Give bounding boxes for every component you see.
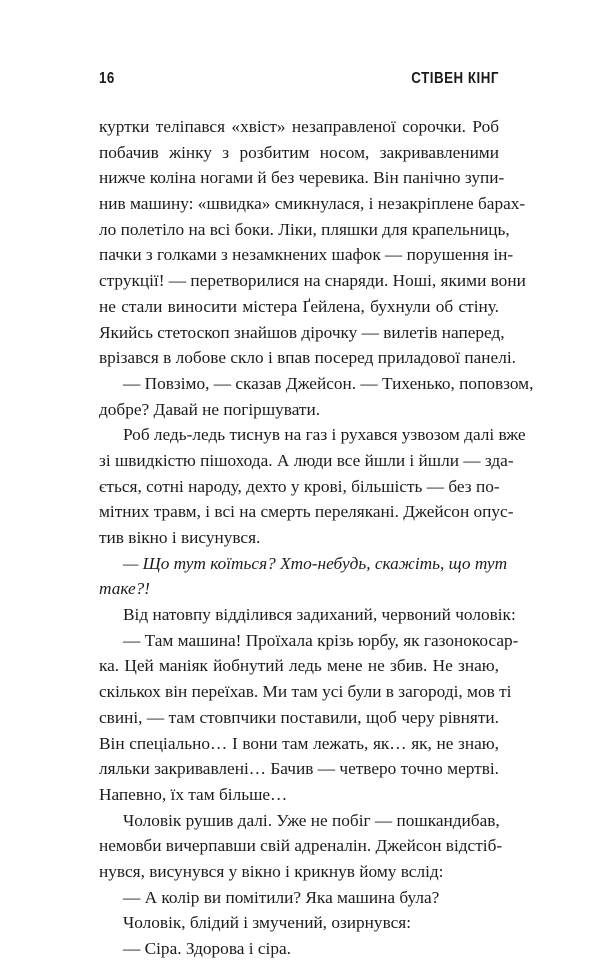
dialogue-line: — Повзімо, — сказав Джейсон. — Тихенько, поповзом, (123, 373, 534, 393)
paragraph-start-line: Чоловік, блідий і змучений, озирнувся: (123, 913, 412, 933)
dialogue-line: — А колір ви помітили? Яка машина була? (123, 887, 440, 907)
text-line: скількох він переїхав. Ми там усі були в загороді, мов ті (99, 682, 512, 702)
text-line: пачки з голками з незамкнених шафок — порушення ін- (99, 245, 514, 265)
text-line: врізався в лобове скло і впав посеред приладової панелі. (99, 348, 516, 368)
dialogue-line: — Сіра. Здорова і сіра. (123, 939, 291, 958)
dialogue-line-italic: — Що тут коїться? Хто-небудь, скажіть, що тут (123, 553, 508, 573)
text-line: не стали виносити містера Ґейлена, бухнули об стіну. (99, 296, 499, 316)
text-line: Він спеціально… І вони там лежать, як… як, не знаю, (99, 733, 499, 753)
text-line: нувся, висунувся у вікно і крикнув йому вслід: (99, 861, 444, 881)
paragraph-start-line: Чоловік рушив далі. Уже не побіг — пошкандибав, (123, 810, 500, 830)
text-line: ляльки закривавлені… Бачив — четверо точно мертві. (99, 759, 499, 779)
text-line: ло полетіло на всі боки. Ліки, пляшки для крапельниць, (99, 219, 510, 239)
running-head-author: СТІВЕН КІНГ (411, 70, 499, 87)
text-line: тив вікно і висунувся. (99, 528, 261, 547)
page-number: 16 (99, 70, 115, 87)
paragraph-start-line: Роб ледь-ледь тиснув на газ і рухався узвозом далі вже (123, 425, 526, 445)
text-line: зі швидкістю пішохода. А люди все йшли і йшли — зда- (99, 450, 514, 470)
paragraph-start-line: Від натовпу відділився задиханий, червоний чоловік: (123, 605, 516, 625)
text-line: добре? Давай не погіршувати. (99, 399, 321, 419)
text-line: Напевно, їх там більше… (99, 784, 288, 804)
text-line: нижче коліна ногами й без черевика. Він панічно зупи- (99, 168, 505, 188)
text-line: ється, сотні народу, дехто у крові, більшість — без по- (99, 476, 500, 496)
body-text (99, 114, 534, 962)
page-header (99, 70, 499, 94)
text-line: Якийсь стетоскоп знайшов дірочку — вилетів наперед, (99, 322, 505, 342)
text-line-italic: таке?! (99, 579, 151, 599)
text-line: ка. Цей маніяк йобнутий ледь мене не збив. Не знаю, (99, 656, 499, 676)
text-line: куртки теліпався «хвіст» незаправленої сорочки. Роб (99, 117, 499, 136)
text-line: свині, — там стовпчики поставили, щоб черу рівняти. (99, 707, 499, 727)
text-line: побачив жінку з розбитим носом, закривавленими (99, 142, 499, 162)
dialogue-line: — Там машина! Проїхала крізь юрбу, як газонокосар- (123, 630, 519, 650)
text-line: мітних травм, і всі на смерть перелякані. Джейсон опус- (99, 502, 514, 522)
text-line: струкції! — перетворилися на снаряди. Ноші, якими вони (99, 271, 526, 291)
text-line: нив машину: «швидка» смикнулася, і незакріплене барах- (99, 194, 526, 214)
text-line: немовби вичерпавши свій адреналін. Джейсон відстіб- (99, 836, 503, 856)
